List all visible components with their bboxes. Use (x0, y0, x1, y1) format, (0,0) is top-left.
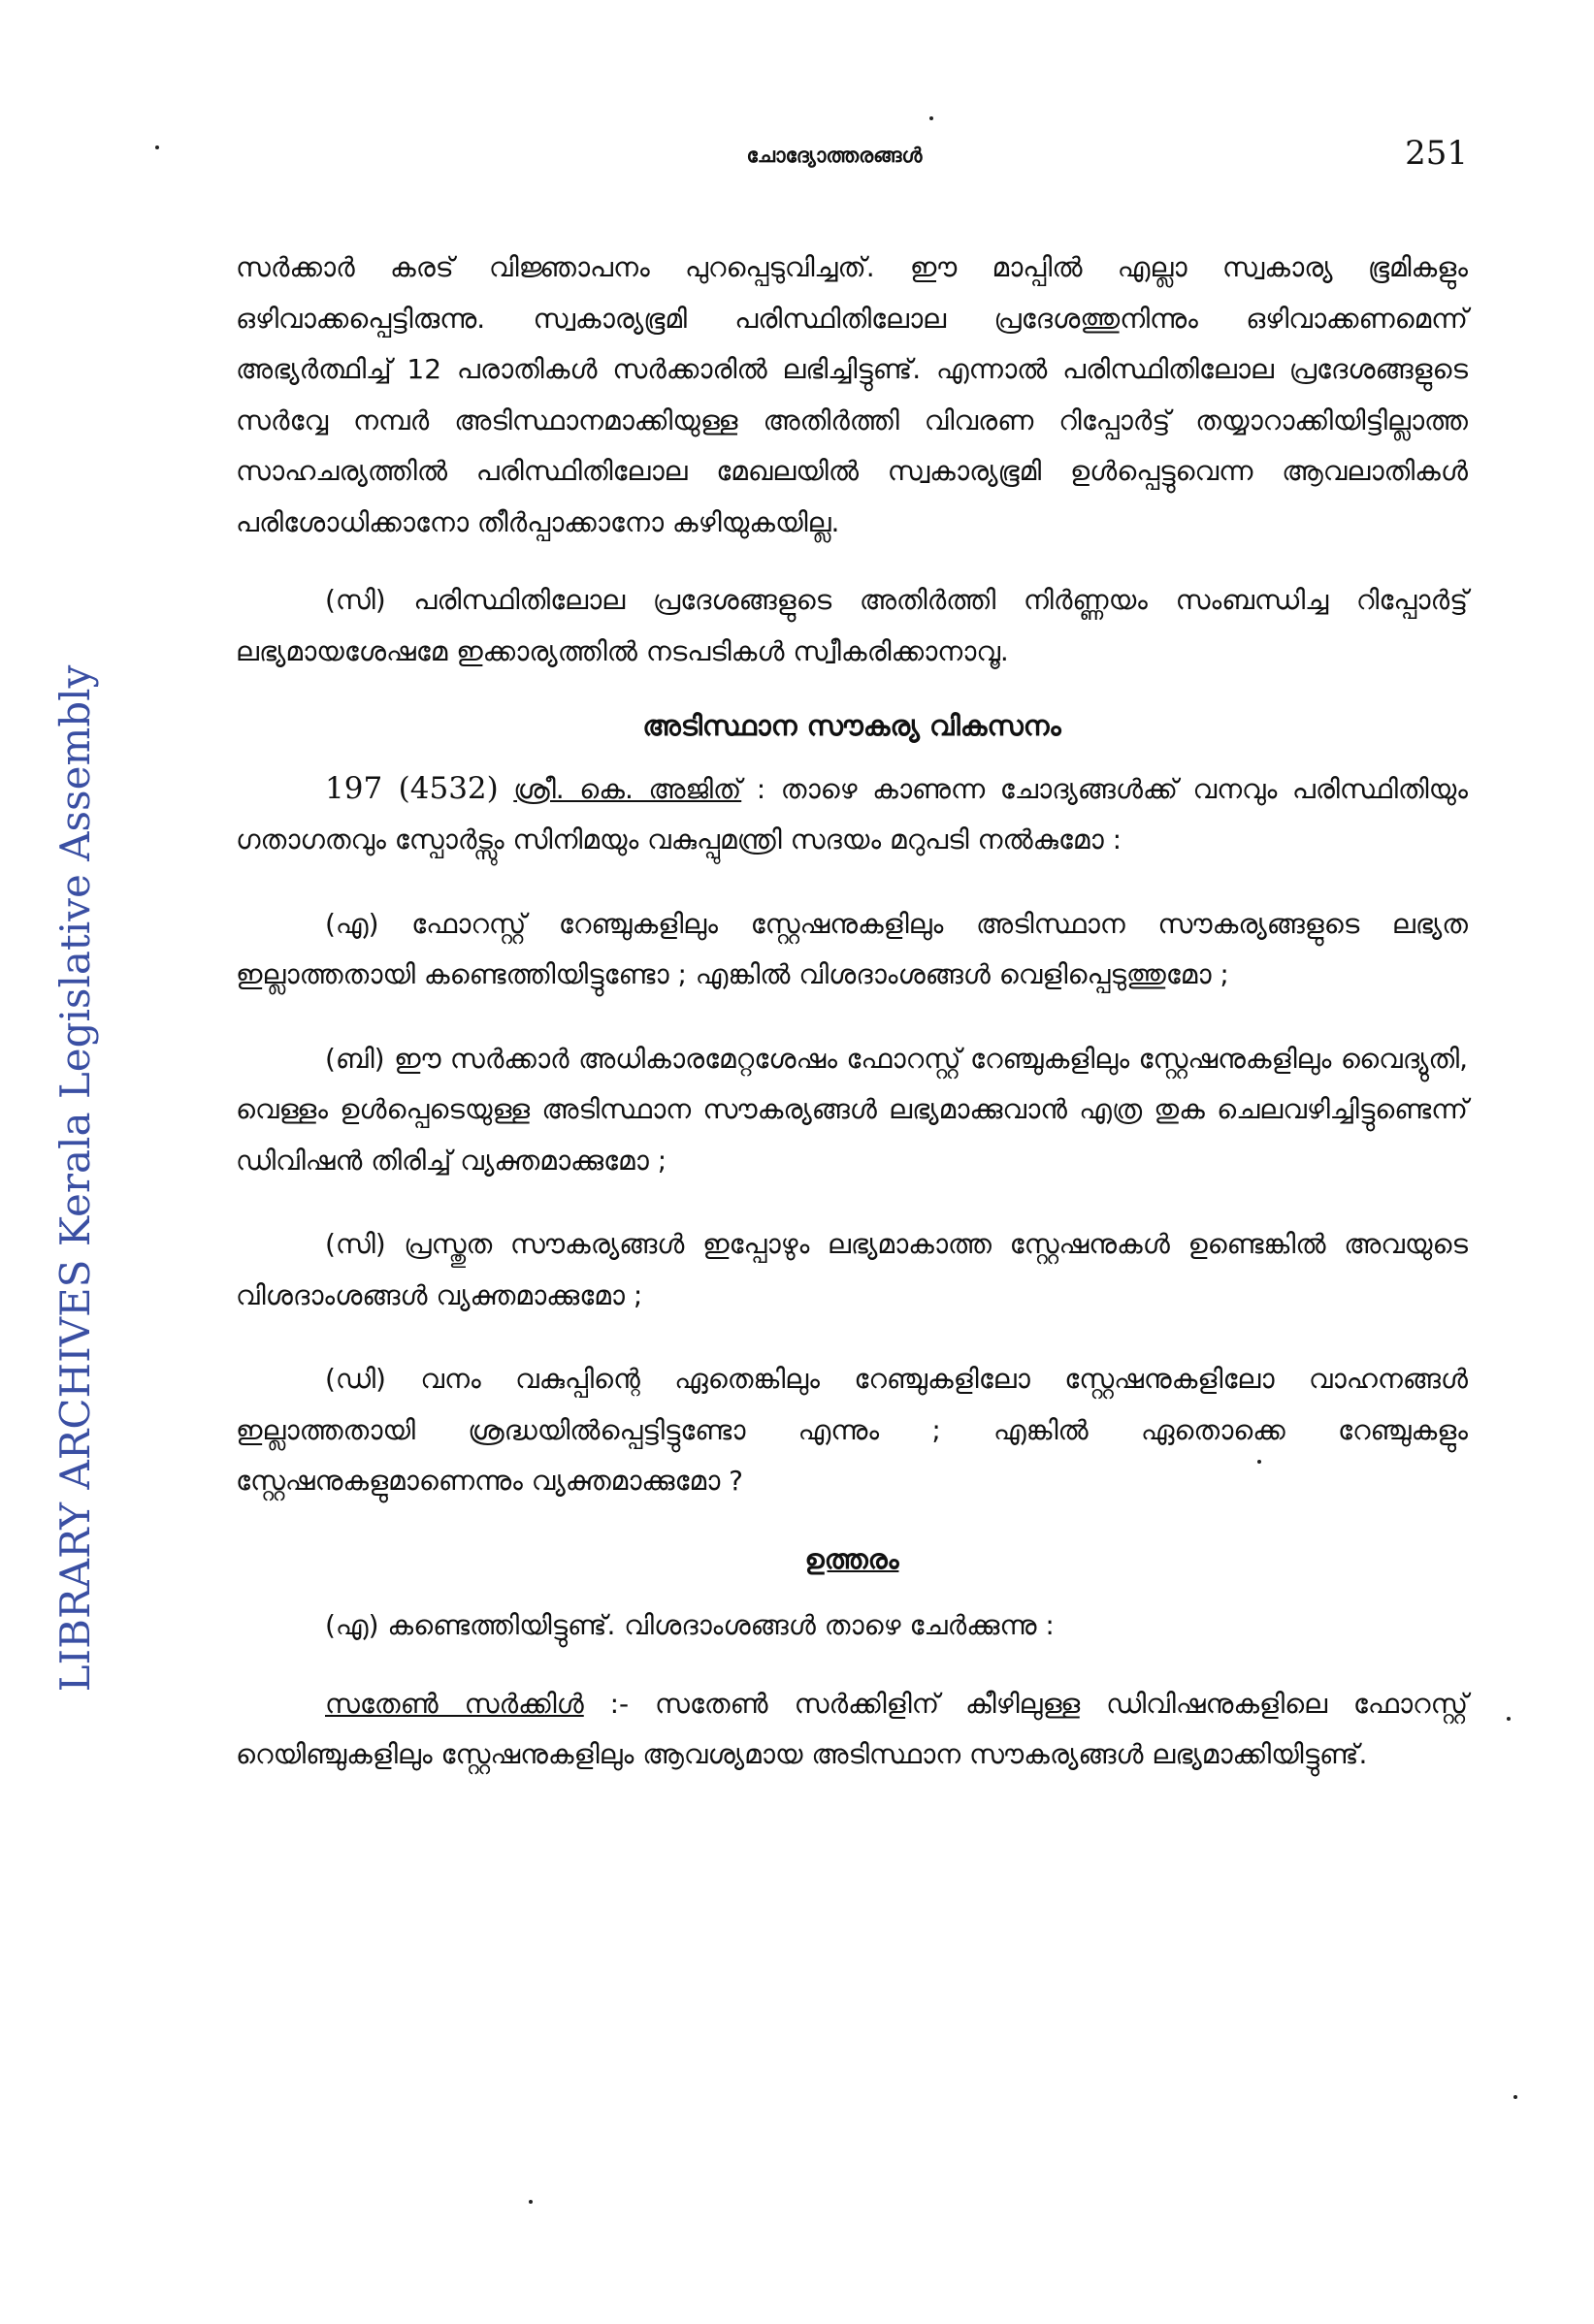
question-intro (236, 763, 1468, 866)
answer-a-line: (എ) കണ്ടെത്തിയിട്ടുണ്ട്. വിശദാംശങ്ങൾ താഴെ ചേർക്കുന്നു : (325, 1609, 1055, 1641)
running-title: ചോദ്യോത്തരങ്ങൾ (746, 144, 923, 167)
scan-speck (1513, 2095, 1517, 2099)
southern-circle-paragraph (236, 1679, 1468, 1781)
question-text: : താഴെ കാണുന്ന ചോദ്യങ്ങൾക്ക് വനവും പരിസ്ഥിതിയും ഗതാഗതവും സ്പോർട്സും സിനിമയും വകുപ്പുമന്ത്രി സദയം മറുപടി നൽകുമോ : (236, 772, 1468, 855)
scan-speck (1507, 1717, 1511, 1721)
southern-circle-text: :- സതേൺ സർക്കിളിന് കീഴിലുള്ള ഡിവിഷനുകളിലെ ഫോറസ്റ്റ് റെയിഞ്ചുകളിലും സ്റ്റേഷനുകളിലും ആവശ്യമായ അടിസ്ഥാന സൗകര്യങ്ങൾ ലഭ്യമാക്കിയിട്ടുണ്ട്. (236, 1687, 1468, 1770)
intro-paragraph: സർക്കാർ കരട് വിജ്ഞാപനം പുറപ്പെടുവിച്ചത്. ഈ മാപ്പിൽ എല്ലാ സ്വകാര്യ ഭൂമികളും ഒഴിവാക്കപ്പെട്ടിരുന്നു. സ്വകാര്യഭൂമി പരിസ്ഥിതിലോല പ്രദേശത്തുനിന്നും ഒഴിവാക്കണമെന്ന് അഭ്യർത്ഥിച്ച് 12 പരാതികൾ സർക്കാരിൽ ലഭിച്ചിട്ടുണ്ട്. എന്നാൽ പരിസ്ഥിതിലോല പ്രദേശങ്ങളുടെ സർവ്വേ നമ്പർ അടിസ്ഥാനമാക്കിയുള്ള അതിർത്തി വിവരണ റിപ്പോർട്ട് തയ്യാറാക്കിയിട്ടില്ലാത്ത സാഹചര്യത്തിൽ പരിസ്ഥിതിലോല മേഖലയിൽ സ്വകാര്യഭൂമി ഉൾപ്പെട്ടുവെന്ന ആവലാതികൾ പരിശോധിക്കാനോ തീർപ്പാക്കാനോ കഴിയുകയില്ല. (236, 251, 1468, 538)
question-part-c: (സി) പ്രസ്തുത സൗകര്യങ്ങൾ ഇപ്പോഴും ലഭ്യമാകാത്ത സ്റ്റേഷനുകൾ ഉണ്ടെങ്കിൽ അവയുടെ വിശദാംശങ്ങൾ വ്യക്തമാക്കുമോ ; (236, 1228, 1468, 1311)
scan-speck (1257, 1460, 1261, 1464)
question-part-d: (ഡി) വനം വകുപ്പിന്റെ ഏതെങ്കിലും റേഞ്ചുകളിലോ സ്റ്റേഷനുകളിലോ വാഹനങ്ങൾ ഇല്ലാത്തതായി ശ്രദ്ധയിൽപ്പെട്ടിട്ടുണ്ടോ എന്നും ; എങ്കിൽ ഏതൊക്കെ റേഞ്ചുകളും സ്റ്റേഷനുകളുമാണെന്നും വ്യക്തമാക്കുമോ ? (236, 1363, 1468, 1497)
page-body (236, 242, 1468, 1781)
scan-speck (529, 2200, 533, 2204)
member-name: ശ്രീ. കെ. അജിത് (513, 772, 742, 805)
scan-speck (155, 145, 159, 149)
scan-speck (929, 116, 933, 120)
section-heading: അടിസ്ഥാന സൗകര്യ വികസനം (642, 709, 1061, 742)
answer-c-paragraph: (സി) പരിസ്ഥിതിലോല പ്രദേശങ്ങളുടെ അതിർത്തി നിർണ്ണയം സംബന്ധിച്ച റിപ്പോർട്ട് ലഭ്യമായശേഷമേ ഇക്കാര്യത്തിൽ നടപടികൾ സ്വീകരിക്കാനാവൂ. (236, 584, 1468, 667)
library-archives-watermark: LIBRARY ARCHIVES Kerala Legislative Assembly (51, 664, 99, 1693)
question-part-a: (എ) ഫോറസ്റ്റ് റേഞ്ചുകളിലും സ്റ്റേഷനുകളിലും അടിസ്ഥാന സൗകര്യങ്ങളുടെ ലഭ്യത ഇല്ലാത്തതായി കണ്ടെത്തിയിട്ടുണ്ടോ ; എങ്കിൽ വിശദാംശങ്ങൾ വെളിപ്പെടുത്തുമോ ; (236, 907, 1468, 990)
southern-circle-label: സതേൺ സർക്കിൾ (325, 1687, 584, 1720)
page-number: 251 (1405, 134, 1468, 173)
question-number: 197 (4532) (325, 770, 499, 806)
answer-heading: ഉത്തരം (804, 1542, 899, 1575)
question-part-b: (ബി) ഈ സർക്കാർ അധികാരമേറ്റശേഷം ഫോറസ്റ്റ് റേഞ്ചുകളിലും സ്റ്റേഷനുകളിലും വൈദ്യുതി, വെള്ളം ഉൾപ്പെടെയുള്ള അടിസ്ഥാന സൗകര്യങ്ങൾ ലഭ്യമാക്കുവാൻ എത്ര തുക ചെലവഴിച്ചിട്ടുണ്ടെന്ന് ഡിവിഷൻ തിരിച്ച് വ്യക്തമാക്കുമോ ; (236, 1042, 1468, 1177)
